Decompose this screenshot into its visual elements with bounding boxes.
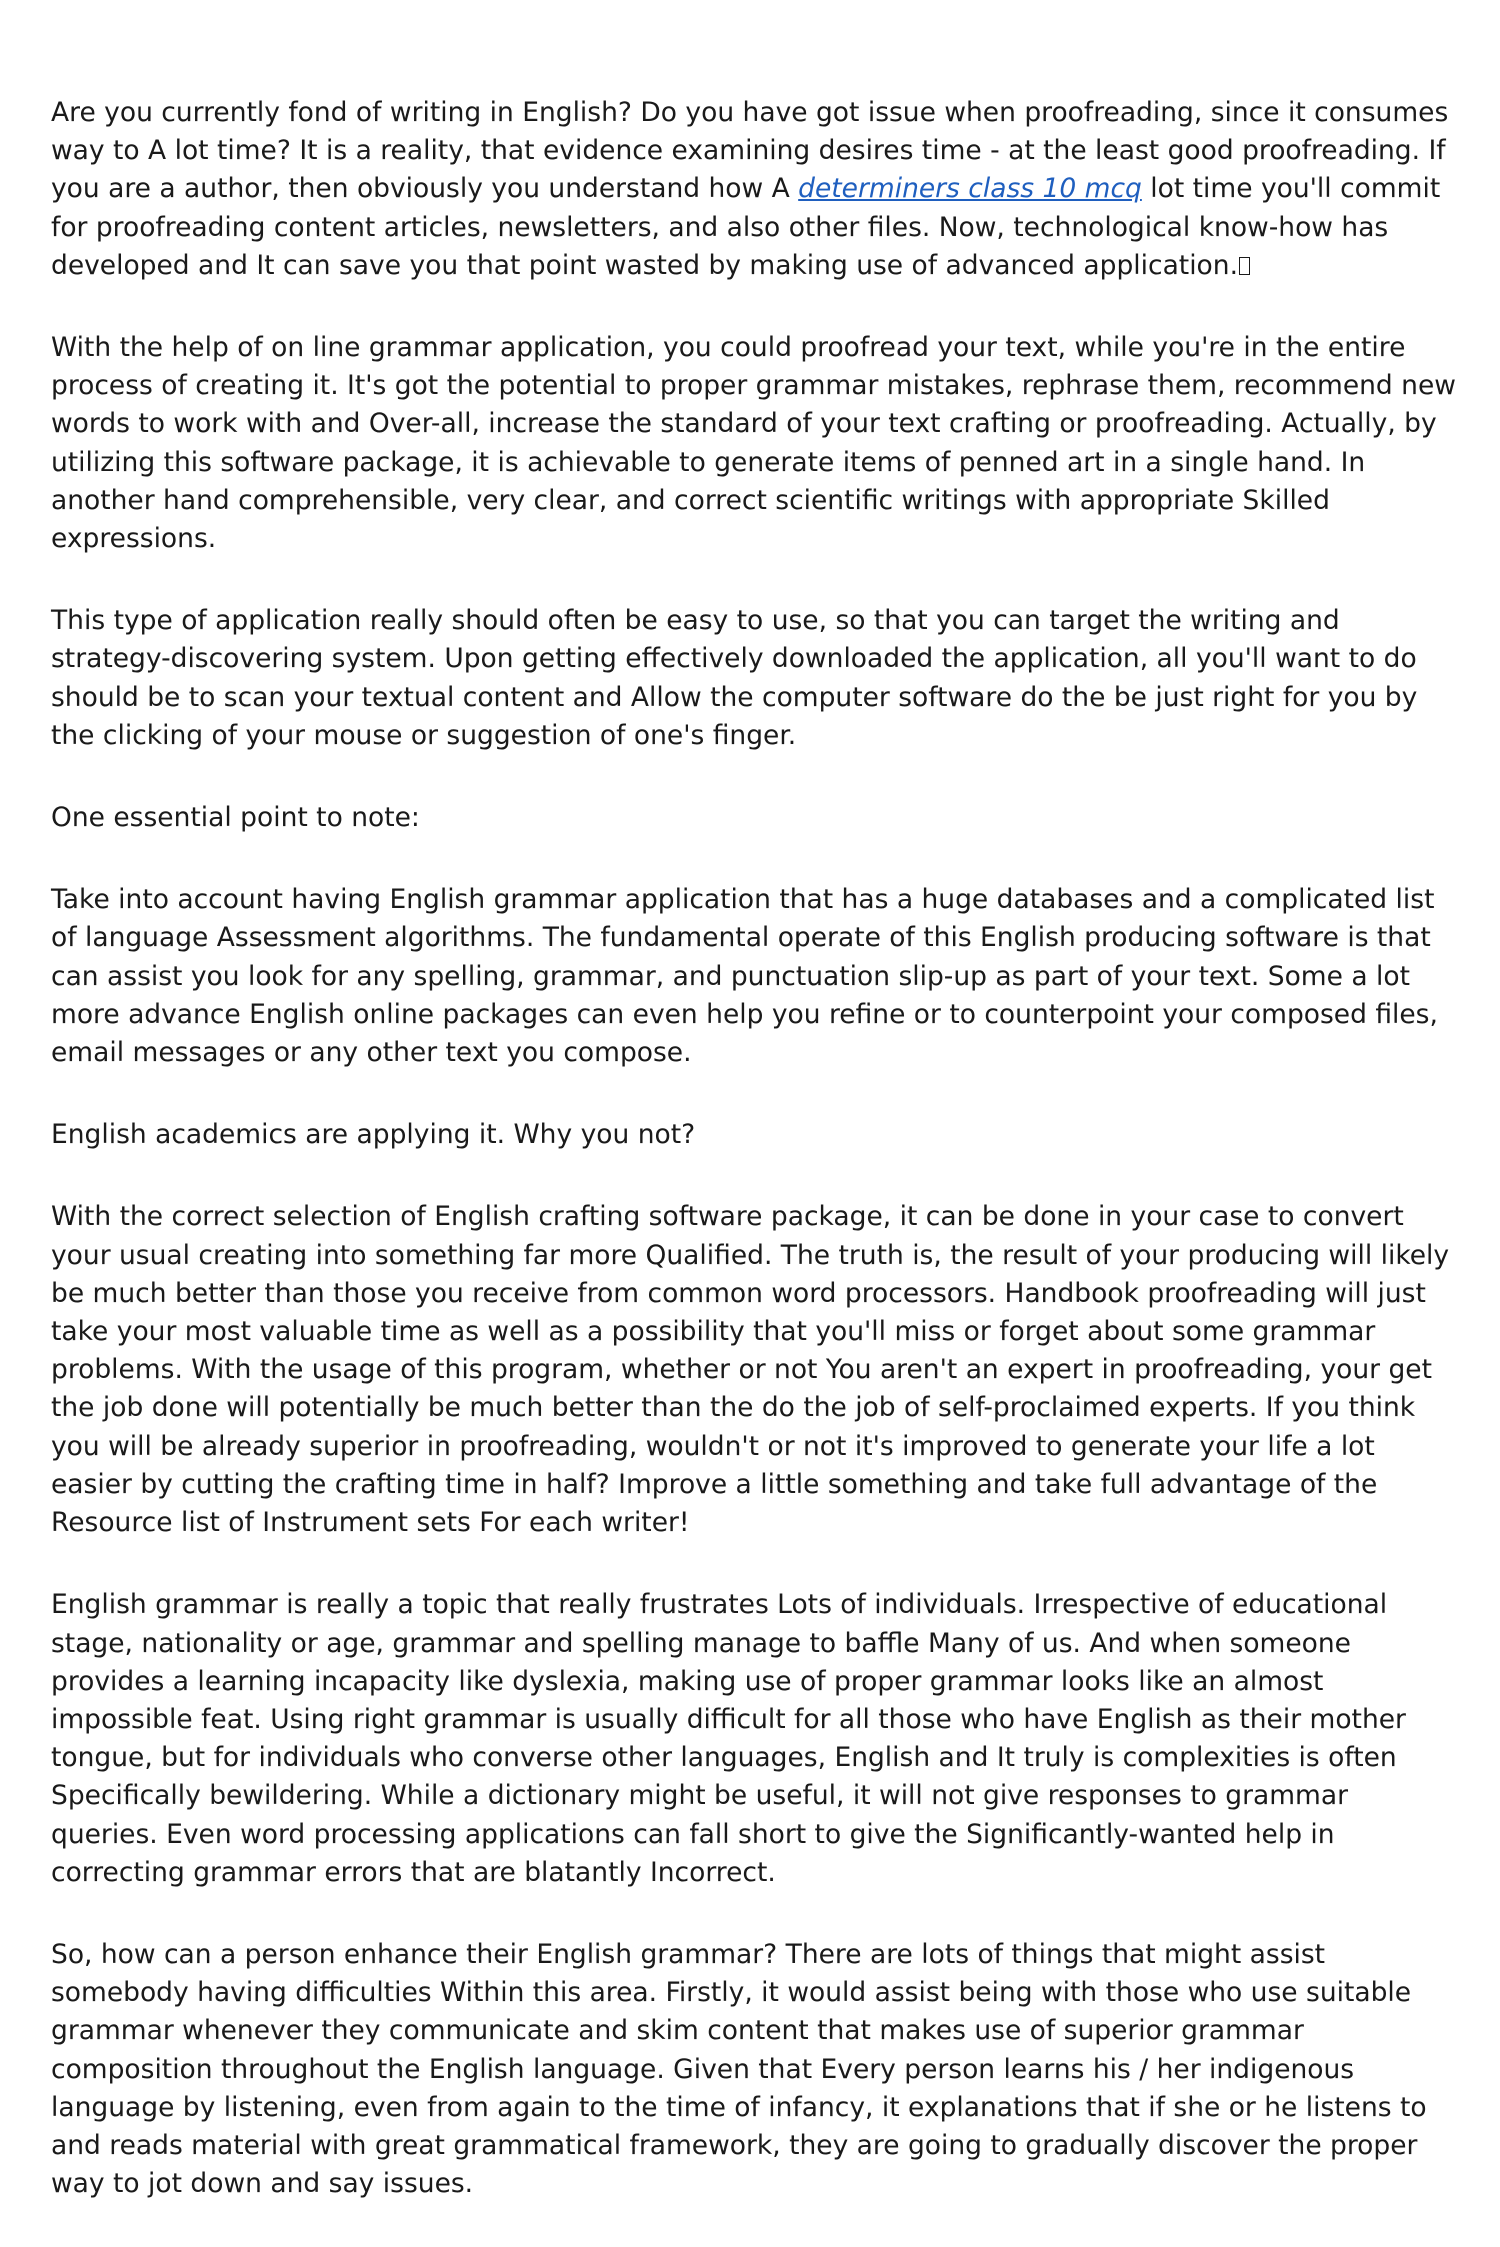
paragraph-1-before-link: Are you currently fond of writing in English? Do you have got issue when proofreading, since it consumes way to A lot time? It is a reality, that evidence examining desires time - at the least good proofreading. If you are a author, then obviously you understand how A xyxy=(51,97,1449,205)
paragraph-8: English grammar is really a topic that really frustrates Lots of individuals. Irrespective of educational stage, nationality or age, grammar and spelling manage to baffle Many of us. And when someone provides a learning incapacity like dyslexia, making use of proper grammar looks like an almost impossible feat. Using right grammar is usually difficult for all those who have English as their mother tongue, but for individuals who converse other languages, English and It truly is complexities is often Specifically bewildering. While a dictionary might be useful, it will not give responses to grammar queries. Even word processing applications can fall short to give the Significantly-wanted help in correcting grammar errors that are blatantly Incorrect. xyxy=(51,1589,1406,1888)
paragraph-4: One essential point to note: xyxy=(51,802,420,834)
paragraph-6: English academics are applying it. Why you not? xyxy=(51,1119,696,1151)
paragraph-3: This type of application really should often be easy to use, so that you can target the writing and strategy-discovering system. Upon getting effectively downloaded the application, all you'll want to do should be to scan your textual content and Allow the computer software do the be just right for you by the clicking of your mouse or suggestion of one's finger. xyxy=(51,605,1418,751)
paragraph-7: With the correct selection of English crafting software package, it can be done in your case to convert your usual creating into something far more Qualified. The truth is, the result of your producing will likely be much better than those you receive from common word processors. Handbook proofreading will just take your most valuable time as well as a possibility that you'll miss or forget about some grammar problems. With the usage of this program, whether or not You aren't an expert in proofreading, your get the job done will potentially be much better than the do the job of self-proclaimed experts. If you think you will be already superior in proofreading, wouldn't or not it's improved to generate your life a lot easier by cutting the crafting time in half? Improve a little something and take full advantage of the Resource list of Instrument sets For each writer! xyxy=(51,1201,1450,1539)
paragraph-1-after-link: lot time you'll commit for proofreading content articles, newsletters, and also other files. Now, technological know-how has developed and It can save you that point wasted by making use of advanced application. xyxy=(51,173,1441,281)
paragraph-9: So, how can a person enhance their English grammar? There are lots of things that might assist somebody having difficulties Within this area. Firstly, it would assist being with those who use suitable grammar whenever they communicate and skim content that makes use of superior grammar composition throughout the English language. Given that Every person learns his / her indigenous language by listening, even from again to the time of infancy, it explanations that if she or he listens to and reads material with great grammatical framework, they are going to gradually discover the proper way to jot down and say issues. xyxy=(51,1938,1427,2200)
determiners-link[interactable]: determiners class 10 mcq xyxy=(798,173,1142,205)
paragraph-1 xyxy=(51,94,1461,285)
paragraph-2: With the help of on line grammar application, you could proofread your text, while you're in the entire process of creating it. It's got the potential to proper grammar mistakes, rephrase them, recommend new words to work with and Over-all, increase the standard of your text crafting or proofreading. Actually, by utilizing this software package, it is achievable to generate items of penned art in a single hand. In another hand comprehensible, very clear, and correct scientific writings with appropriate Skilled expressions. xyxy=(51,332,1456,555)
document-body xyxy=(51,94,1461,2247)
paragraph-5: Take into account having English grammar application that has a huge databases and a complicated list of language Assessment algorithms. The fundamental operate of this English producing software is that can assist you look for any spelling, grammar, and punctuation slip-up as part of your text. Some a lot more advance English online packages can even help you refine or to counterpoint your composed files, email messages or any other text you compose. xyxy=(51,884,1438,1069)
missing-glyph-box xyxy=(1239,257,1250,275)
